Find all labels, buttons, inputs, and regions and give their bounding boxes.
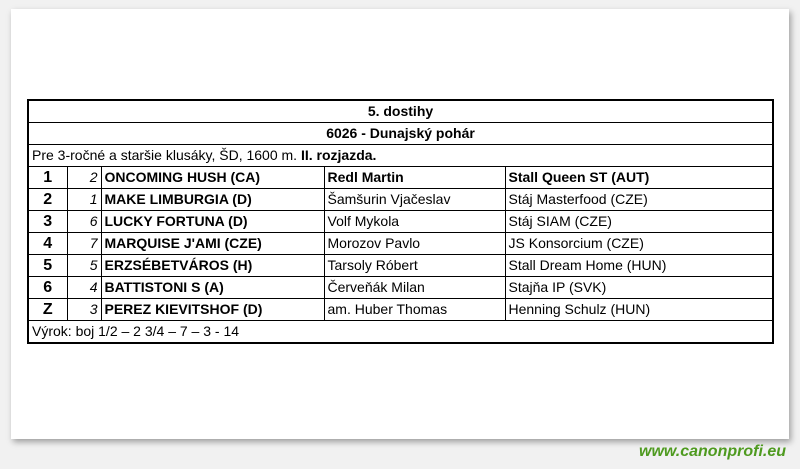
result-row [28,255,773,277]
horse-name-cell: MARQUISE J'AMI (CZE) [101,233,324,255]
place-cell: 2 [28,189,67,211]
place-cell: 3 [28,211,67,233]
start-number-cell: 4 [67,277,101,299]
conditions-heat: II. rozjazda. [300,147,377,163]
start-number-cell: 6 [67,211,101,233]
driver-cell: Morozov Pavlo [324,233,505,255]
driver-cell: Červeňák Milan [324,277,505,299]
result-row [28,299,773,321]
owner-cell: Stall Queen ST (AUT) [505,167,773,189]
driver-cell: Tarsoly Róbert [324,255,505,277]
start-number-cell: 7 [67,233,101,255]
document-card [11,9,789,439]
start-number-cell: 2 [67,167,101,189]
results-table [27,99,774,344]
watermark-text: www.canonprofi.eu [639,443,786,460]
place-cell: 1 [28,167,67,189]
horse-name-cell: PEREZ KIEVITSHOF (D) [101,299,324,321]
driver-cell: Šamšurin Vjačeslav [324,189,505,211]
place-cell: 5 [28,255,67,277]
conditions-text: Pre 3-ročné a staršie klusáky, ŠD, 1600 m. [32,147,298,163]
driver-cell: am. Huber Thomas [324,299,505,321]
place-cell: 4 [28,233,67,255]
result-row [28,189,773,211]
result-row [28,233,773,255]
driver-cell: Redl Martin [324,167,505,189]
horse-name-cell: ERZSÉBETVÁROS (H) [101,255,324,277]
race-conditions [28,145,773,167]
owner-cell: Stall Dream Home (HUN) [505,255,773,277]
start-number-cell: 5 [67,255,101,277]
horse-name-cell: ONCOMING HUSH (CA) [101,167,324,189]
result-row [28,167,773,189]
owner-cell: Stajňa IP (SVK) [505,277,773,299]
owner-cell: Stáj SIAM (CZE) [505,211,773,233]
horse-name-cell: BATTISTONI S (A) [101,277,324,299]
owner-cell: Henning Schulz (HUN) [505,299,773,321]
race-subtitle: 6026 - Dunajský pohár [28,123,773,145]
owner-cell: Stáj Masterfood (CZE) [505,189,773,211]
horse-name-cell: MAKE LIMBURGIA (D) [101,189,324,211]
result-row [28,277,773,299]
horse-name-cell: LUCKY FORTUNA (D) [101,211,324,233]
driver-cell: Volf Mykola [324,211,505,233]
place-cell: Z [28,299,67,321]
race-conditions-row [28,145,773,167]
race-title-row [28,100,773,123]
start-number-cell: 3 [67,299,101,321]
start-number-cell: 1 [67,189,101,211]
race-subtitle-row [28,123,773,145]
result-row [28,211,773,233]
verdict-text: Výrok: boj 1/2 – 2 3/4 – 7 – 3 - 14 [28,321,773,344]
verdict-row [28,321,773,344]
owner-cell: JS Konsorcium (CZE) [505,233,773,255]
race-title: 5. dostihy [28,100,773,123]
place-cell: 6 [28,277,67,299]
